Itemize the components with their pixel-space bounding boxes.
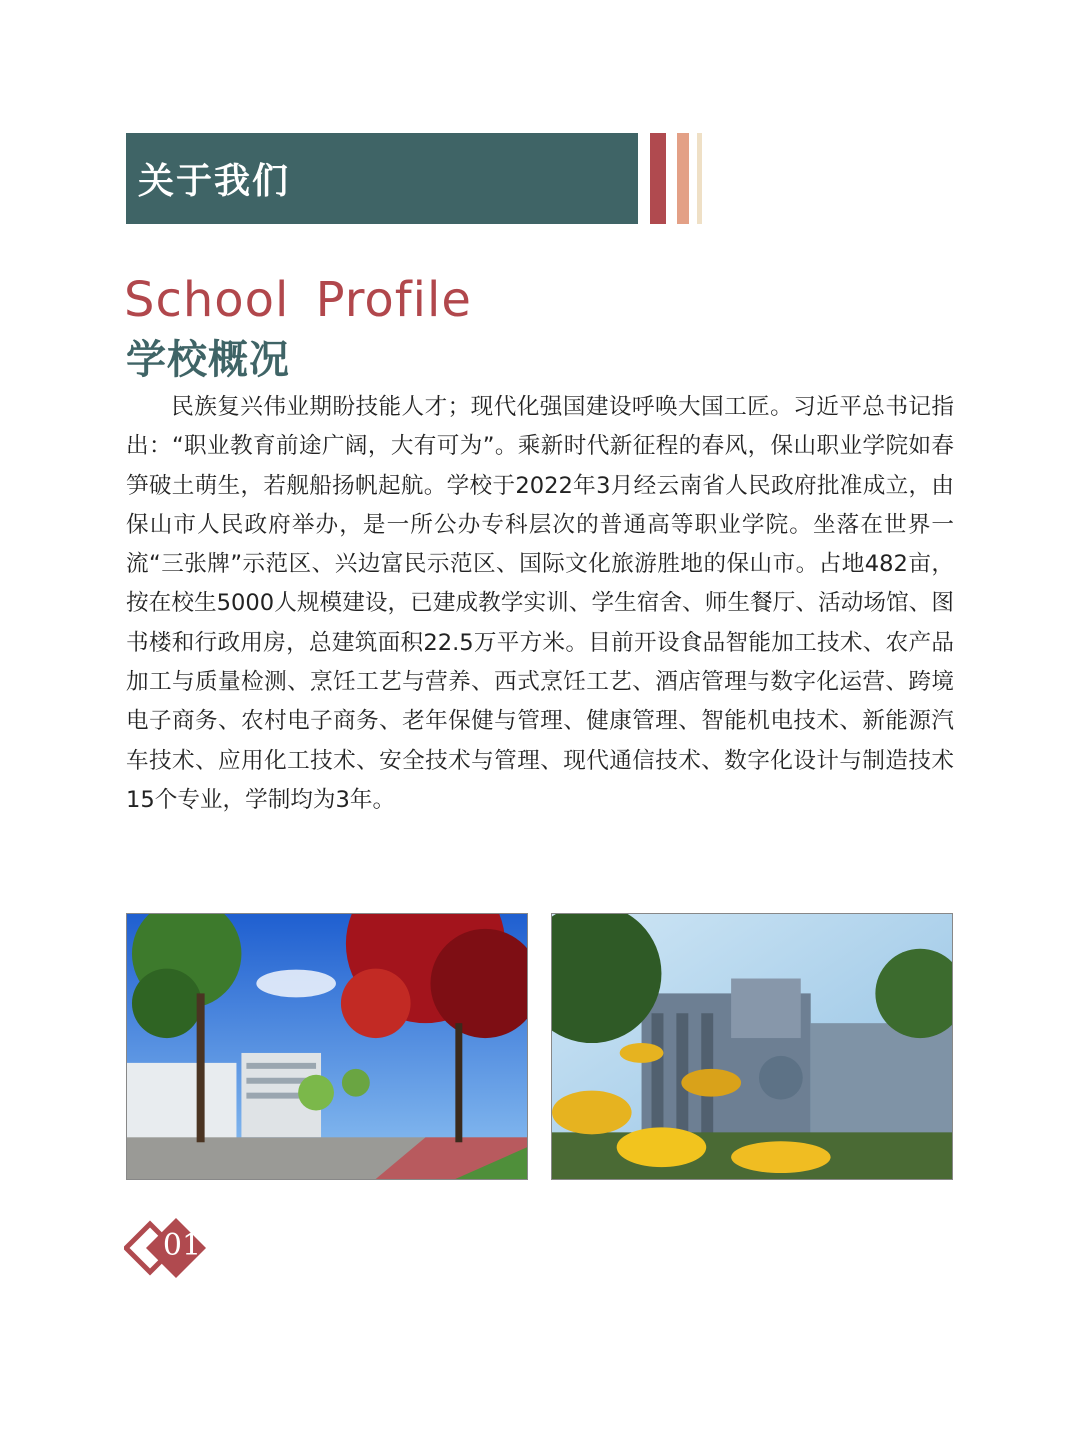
section-title-cn: 学校概况 xyxy=(126,337,290,383)
profile-paragraph: 民族复兴伟业期盼技能人才；现代化强国建设呼唤大国工匠。习近平总书记指出：“职业教育前途广阔，大有可为”。乘新时代新征程的春风，保山职业学院如春笋破土萌生，若舰船扬帆起航。学校于2022年3月经云南省人民政府批准成立，由保山市人民政府举办，是一所公办专科层次的普通高等职业学院。坐落在世界一流“三张牌”示范区、兴边富民示范区、国际文化旅游胜地的保山市。占地482亩，按在校生5000人规模建设，已建成教学实训、学生宿舍、师生餐厅、活动场馆、图书楼和行政用房，总建筑面积22.5万平方米。目前开设食品智能加工技术、农产品加工与质量检测、烹饪工艺与营养、西式烹饪工艺、酒店管理与数字化运营、跨境电子商务、农村电子商务、老年保健与管理、健康管理、智能机电技术、新能源汽车技术、应用化工技术、安全技术与管理、现代通信技术、数字化设计与制造技术15个专业，学制均为3年。 xyxy=(126,394,954,813)
campus-photo-street xyxy=(126,913,528,1180)
decor-stripe-cream xyxy=(697,133,702,224)
campus-photo-building xyxy=(551,913,953,1180)
page-number-badge xyxy=(124,1218,210,1278)
header-banner xyxy=(126,133,638,224)
decor-stripe-red xyxy=(650,133,666,224)
section-title-en: School Profile xyxy=(124,272,472,328)
decor-stripe-salmon xyxy=(677,133,689,224)
header-title: 关于我们 xyxy=(138,161,291,202)
page-number: 01 xyxy=(162,1228,202,1263)
